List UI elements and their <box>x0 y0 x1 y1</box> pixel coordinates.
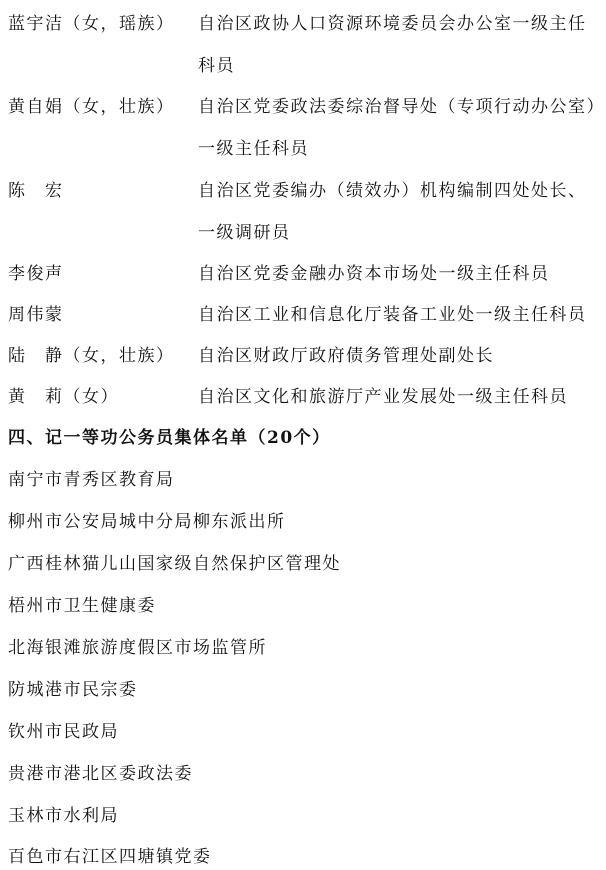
section-heading: 四、记一等功公务员集体名单（20个） <box>8 428 331 448</box>
person-role: 自治区政协人口资源环境委员会办公室一级主任科员 <box>198 14 587 76</box>
collective-item: 玉林市水利局 <box>8 806 119 826</box>
collective-item: 贵港市港北区委政法委 <box>8 764 193 784</box>
person-name: 蓝宇洁（女，瑶族） <box>8 14 175 34</box>
collective-item: 百色市右江区四塘镇党委 <box>8 847 212 867</box>
collective-item: 广西桂林猫儿山国家级自然保护区管理处 <box>8 554 341 574</box>
person-role: 自治区党委政法委综治督导处（专项行动办公室）一级主任科员 <box>198 97 597 159</box>
collective-item: 梧州市卫生健康委 <box>8 596 156 616</box>
person-name: 陆 静（女，壮族） <box>8 346 175 366</box>
person-name: 周伟蒙 <box>8 305 64 325</box>
collective-item: 北海银滩旅游度假区市场监管所 <box>8 638 267 658</box>
collective-item: 钦州市民政局 <box>8 722 119 742</box>
collective-item: 南宁市青秀区教育局 <box>8 470 175 490</box>
person-role: 自治区工业和信息化厅装备工业处一级主任科员 <box>198 305 587 325</box>
person-name: 黄 莉（女） <box>8 387 119 407</box>
person-name: 陈 宏 <box>8 181 64 201</box>
person-role: 自治区党委金融办资本市场处一级主任科员 <box>198 264 550 284</box>
person-name: 李俊声 <box>8 264 64 284</box>
person-role: 自治区财政厅政府债务管理处副处长 <box>198 346 494 366</box>
person-role: 自治区文化和旅游厅产业发展处一级主任科员 <box>198 387 568 407</box>
collective-item: 防城港市民宗委 <box>8 680 138 700</box>
person-name: 黄自娟（女，壮族） <box>8 97 175 117</box>
person-role: 自治区党委编办（绩效办）机构编制四处处长、一级调研员 <box>198 181 587 243</box>
collective-item: 柳州市公安局城中分局柳东派出所 <box>8 512 286 532</box>
